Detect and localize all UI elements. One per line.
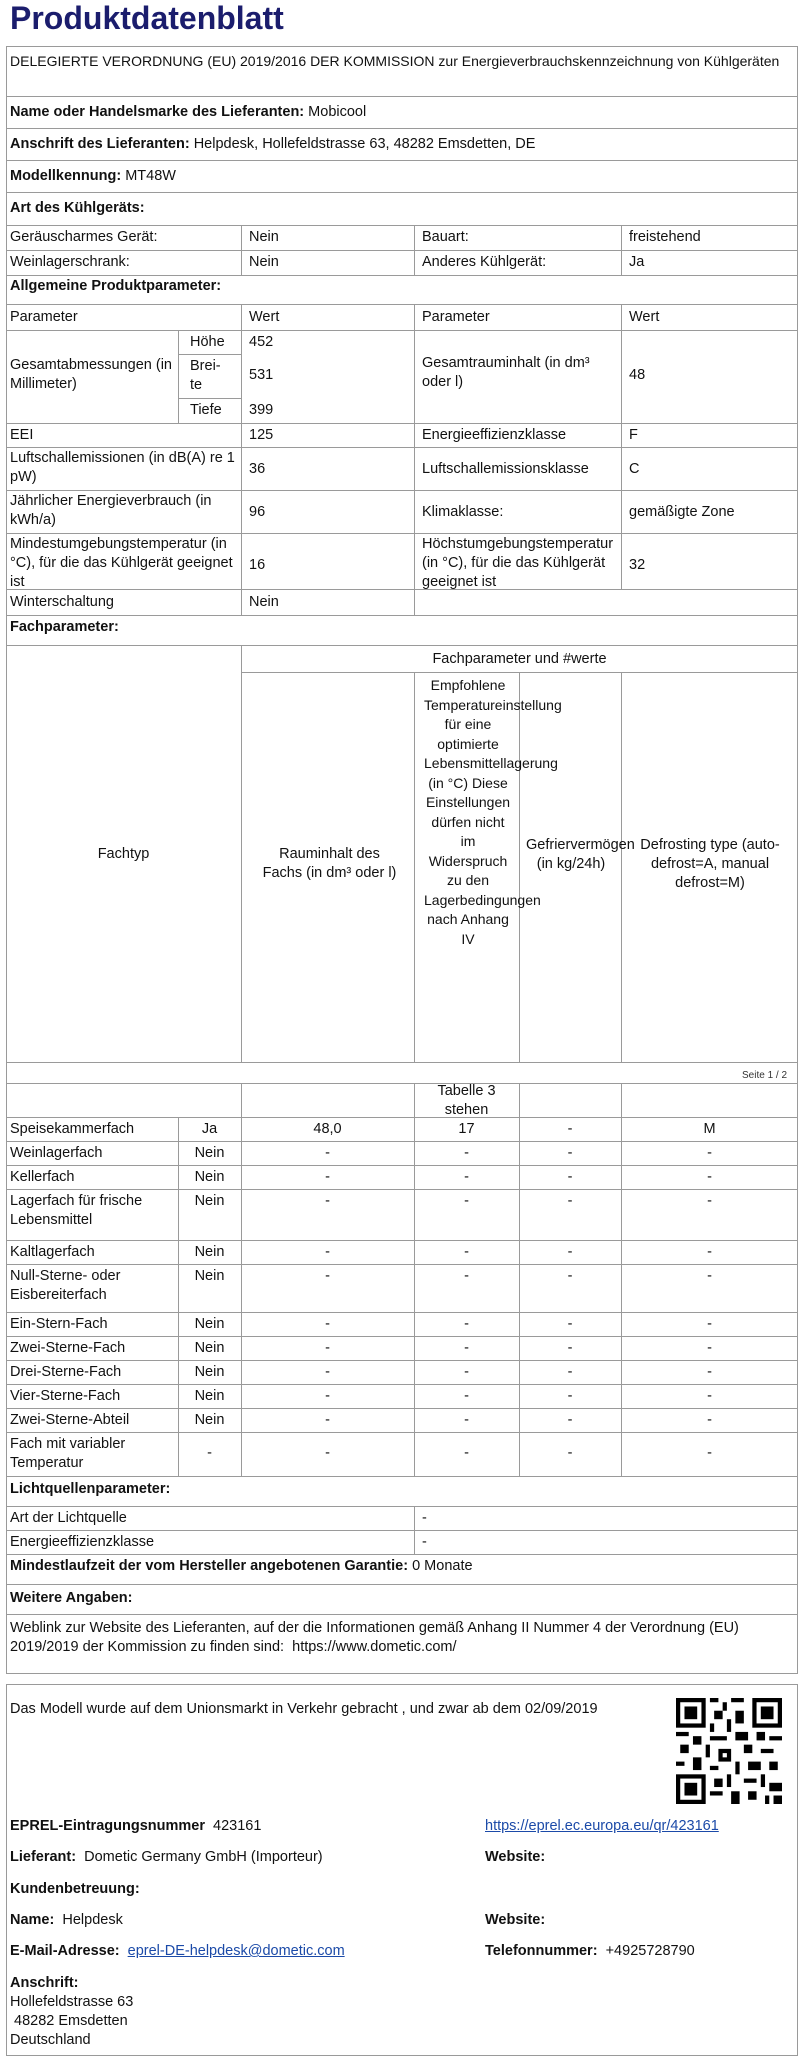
- eprel-link[interactable]: https://eprel.ec.europa.eu/qr/423161: [485, 1818, 719, 1834]
- fach-row-name: Kaltlagerfach: [10, 1244, 95, 1260]
- supplier-label: Name oder Handelsmarke des Lieferanten:: [10, 104, 305, 120]
- page-number: Seite 1 / 2: [742, 1070, 788, 1081]
- warranty-value: 0 Monate: [412, 1558, 473, 1574]
- energy-class-value: F: [629, 427, 638, 443]
- light-type-label: Art der Lichtquelle: [10, 1510, 127, 1526]
- phone-row: [485, 1942, 695, 1961]
- design-label: Bauart:: [422, 229, 469, 245]
- fach-row-volume: -: [325, 1316, 330, 1332]
- fach-row-present: Nein: [194, 1244, 225, 1260]
- fach-row-name: Vier-Sterne-Fach: [10, 1388, 121, 1404]
- fach-row-freeze: -: [567, 1193, 573, 1209]
- fach-row-present: Ja: [201, 1121, 218, 1137]
- model-value: MT48W: [125, 168, 176, 184]
- fach-row-freeze: -: [567, 1244, 573, 1260]
- eei-label: EEI: [10, 427, 34, 443]
- quiet-value: Nein: [249, 229, 279, 245]
- fach-row-defrost: -: [707, 1412, 712, 1428]
- supplier-row: [10, 103, 366, 122]
- gen-head-value2: Wert: [629, 309, 660, 325]
- fach-row-volume: -: [325, 1388, 330, 1404]
- fach-row-freeze: -: [567, 1268, 573, 1284]
- website-label-2: Website:: [485, 1912, 546, 1928]
- fach-row-temp: -: [464, 1169, 469, 1185]
- fach-row-name: Kellerfach: [10, 1169, 75, 1185]
- fach-row-volume: -: [325, 1169, 330, 1185]
- type-section-heading: Art des Kühlgeräts:: [10, 200, 145, 216]
- min-temp-label: Mindestumgebungstemperatur (in °C), für die das Kühlgerät geeignet ist: [10, 536, 233, 590]
- freeze-header: Gefriervermögen (in kg/24h): [526, 837, 635, 872]
- fach-row-name: Weinlagerfach: [10, 1145, 103, 1161]
- fach-row-freeze: -: [567, 1388, 573, 1404]
- eprel-label: EPREL-Eintragungsnummer: [10, 1818, 205, 1834]
- fach-row-present: Nein: [194, 1193, 225, 1209]
- fach-row-name: Ein-Stern-Fach: [10, 1316, 108, 1332]
- light-type-value: -: [422, 1510, 427, 1526]
- other-value: Ja: [629, 254, 645, 270]
- noise-class-label: Luftschallemissionsklasse: [422, 461, 589, 477]
- fach-row-volume: -: [325, 1445, 330, 1461]
- depth-value: 399: [249, 402, 274, 418]
- fach-row-name: Null-Sterne- oder Eisbereiterfach: [10, 1268, 121, 1303]
- volume-header: Rauminhalt des Fachs (in dm³ oder l): [262, 846, 397, 881]
- address-label: Anschrift des Lieferanten:: [10, 136, 190, 152]
- fach-row-volume: -: [325, 1412, 330, 1428]
- name-value: Helpdesk: [62, 1912, 123, 1928]
- light-class-value: -: [422, 1534, 427, 1550]
- address-value: Helpdesk, Hollefeldstrasse 63, 48282 Emsdetten, DE: [193, 136, 536, 152]
- page-title: Produktdatenblatt: [10, 0, 284, 36]
- height-value: 452: [249, 334, 274, 350]
- warranty-row: [10, 1557, 473, 1576]
- general-section-heading: Allgemeine Produktparameter:: [10, 278, 222, 294]
- fach-row-freeze: -: [567, 1316, 573, 1332]
- width-label: Brei-te: [190, 358, 221, 393]
- max-temp-value: 32: [629, 557, 646, 573]
- width-value: 531: [249, 367, 274, 383]
- fach-row-temp: -: [464, 1388, 469, 1404]
- website-label-1: Website:: [485, 1849, 546, 1865]
- eprel-value: 423161: [213, 1818, 262, 1834]
- light-section-heading: Lichtquellenparameter:: [10, 1481, 171, 1497]
- depth-label: Tiefe: [190, 402, 222, 418]
- email-link[interactable]: eprel-DE-helpdesk@dometic.com: [127, 1943, 345, 1959]
- gen-head-param1: Parameter: [10, 309, 78, 325]
- fach-row-name: Zwei-Sterne-Abteil: [10, 1412, 130, 1428]
- fach-row-defrost: -: [707, 1145, 712, 1161]
- anschrift-label: Anschrift:: [10, 1975, 79, 1991]
- winter-label: Winterschaltung: [10, 594, 114, 610]
- fach-row-volume: 48,0: [313, 1121, 342, 1137]
- model-label: Modellkennung:: [10, 168, 122, 184]
- supplier-value: Mobicool: [308, 104, 367, 120]
- lieferant-value: Dometic Germany GmbH (Importeur): [84, 1849, 323, 1865]
- fach-row-present: Nein: [194, 1316, 225, 1332]
- height-label: Höhe: [190, 334, 225, 350]
- fach-row-temp: -: [464, 1364, 469, 1380]
- fach-row-freeze: -: [567, 1121, 573, 1137]
- weblink-row: [10, 1619, 780, 1657]
- fach-row-freeze: -: [567, 1445, 573, 1461]
- energy-value: 96: [249, 504, 266, 520]
- anschrift-line2: 48282 Emsdetten: [14, 2013, 128, 2029]
- qr-code-icon: [676, 1698, 782, 1804]
- fach-row-defrost: -: [707, 1340, 712, 1356]
- fach-row-name: Fach mit variabler Temperatur: [10, 1436, 126, 1471]
- design-value: freistehend: [629, 229, 701, 245]
- lieferant-label: Lieferant:: [10, 1849, 77, 1865]
- fach-row-volume: -: [325, 1193, 330, 1209]
- temp-header-cont: Tabelle 3 stehen: [437, 1083, 496, 1118]
- fach-row-present: Nein: [194, 1388, 225, 1404]
- wine-value: Nein: [249, 254, 279, 270]
- climate-value: gemäßigte Zone: [629, 504, 735, 520]
- quiet-label: Geräuscharmes Gerät:: [10, 229, 158, 245]
- fach-row-present: Nein: [194, 1364, 225, 1380]
- fach-row-defrost: -: [707, 1316, 712, 1332]
- light-class-label: Energieeffizienzklasse: [10, 1534, 155, 1550]
- eei-value: 125: [249, 427, 274, 443]
- fach-row-present: Nein: [194, 1145, 225, 1161]
- fachtyp-header: Fachtyp: [97, 846, 150, 862]
- kunden-label: Kundenbetreuung:: [10, 1881, 140, 1897]
- dims-label: Gesamtabmessungen (in Millimeter): [10, 357, 172, 392]
- climate-label: Klimaklasse:: [422, 504, 504, 520]
- energy-class-label: Energieeffizienzklasse: [422, 427, 567, 443]
- market-text: Das Modell wurde auf dem Unionsmarkt in Verkehr gebracht , und zwar ab dem 02/09/2019: [10, 1701, 598, 1717]
- fach-row-name: Drei-Sterne-Fach: [10, 1364, 122, 1380]
- address-row: [10, 135, 535, 154]
- weblink-text: Weblink zur Website des Lieferanten, auf der die Informationen gemäß Anhang II Nummer 4 der Verordnung (EU) 2019/2019 der Kommission zu finden sind:: [10, 1620, 739, 1655]
- fach-row-volume: -: [325, 1244, 330, 1260]
- fach-row-volume: -: [325, 1145, 330, 1161]
- fach-row-temp: -: [464, 1412, 469, 1428]
- eprel-row: [10, 1817, 261, 1836]
- noise-class-value: C: [629, 461, 640, 477]
- fach-row-defrost: M: [703, 1121, 716, 1137]
- energy-label: Jährlicher Energieverbrauch (in kWh/a): [10, 493, 212, 528]
- name-row: [10, 1911, 123, 1930]
- fach-row-temp: -: [464, 1244, 469, 1260]
- phone-label: Telefonnummer:: [485, 1943, 598, 1959]
- email-row: [10, 1942, 345, 1961]
- fach-group-header: Fachparameter und #werte: [432, 651, 607, 667]
- lieferant-row: [10, 1848, 323, 1867]
- warranty-label: Mindestlaufzeit der vom Hersteller angebotenen Garantie:: [10, 1558, 409, 1574]
- fach-row-freeze: -: [567, 1145, 573, 1161]
- name-label: Name:: [10, 1912, 55, 1928]
- defrost-header: Defrosting type (auto-defrost=A, manual defrost=M): [640, 837, 780, 891]
- fach-row-temp: -: [464, 1268, 469, 1284]
- other-label: Anderes Kühlgerät:: [422, 254, 547, 270]
- min-temp-value: 16: [249, 557, 266, 573]
- fach-row-temp: -: [464, 1193, 469, 1209]
- regulation-subtitle: DELEGIERTE VERORDNUNG (EU) 2019/2016 DER KOMMISSION zur Energieverbrauchskennzeichnung von Kühlgeräten: [10, 53, 780, 69]
- fach-row-present: Nein: [194, 1340, 225, 1356]
- noise-value: 36: [249, 461, 266, 477]
- fach-row-volume: -: [325, 1364, 330, 1380]
- anschrift-line3: Deutschland: [10, 2032, 91, 2048]
- volume-label: Gesamtrauminhalt (in dm³ oder l): [422, 355, 590, 390]
- fach-row-freeze: -: [567, 1340, 573, 1356]
- fach-row-freeze: -: [567, 1412, 573, 1428]
- fach-row-defrost: -: [707, 1193, 712, 1209]
- fach-row-temp: -: [464, 1445, 469, 1461]
- fach-row-present: -: [207, 1445, 212, 1461]
- model-row: [10, 167, 176, 186]
- phone-value: +4925728790: [605, 1943, 695, 1959]
- fach-row-temp: 17: [458, 1121, 475, 1137]
- fach-row-freeze: -: [567, 1169, 573, 1185]
- fach-row-present: Nein: [194, 1412, 225, 1428]
- fach-row-volume: -: [325, 1268, 330, 1284]
- fach-row-temp: -: [464, 1145, 469, 1161]
- fach-row-name: Zwei-Sterne-Fach: [10, 1340, 126, 1356]
- email-label: E-Mail-Adresse:: [10, 1943, 120, 1959]
- temp-header: Empfohlene Temperatureinstellung für eine optimierte Lebensmittellagerung (in °C) Diese Einstellungen dürfen nicht im Widerspruch zu den Lagerbedingungen nach Anhang IV: [424, 677, 562, 947]
- gen-head-value1: Wert: [249, 309, 280, 325]
- fach-row-defrost: -: [707, 1388, 712, 1404]
- fach-row-defrost: -: [707, 1364, 712, 1380]
- noise-label: Luftschallemissionen (in dB(A) re 1 pW): [10, 450, 235, 485]
- fach-row-name: Lagerfach für frische Lebensmittel: [10, 1193, 143, 1228]
- winter-value: Nein: [249, 594, 279, 610]
- further-heading: Weitere Angaben:: [10, 1590, 133, 1606]
- fach-row-defrost: -: [707, 1445, 712, 1461]
- wine-label: Weinlagerschrank:: [10, 254, 130, 270]
- fach-section-heading: Fachparameter:: [10, 619, 119, 635]
- fach-row-defrost: -: [707, 1244, 712, 1260]
- volume-value: 48: [629, 367, 646, 383]
- fach-row-name: Speisekammerfach: [10, 1121, 135, 1137]
- fach-row-temp: -: [464, 1340, 469, 1356]
- fach-row-temp: -: [464, 1316, 469, 1332]
- fach-row-present: Nein: [194, 1169, 225, 1185]
- max-temp-label: Höchstumgebungstemperatur (in °C), für die das Kühlgerät geeignet ist: [422, 536, 614, 590]
- anschrift-line1: Hollefeldstrasse 63: [10, 1994, 134, 2010]
- fach-row-volume: -: [325, 1340, 330, 1356]
- gen-head-param2: Parameter: [422, 309, 490, 325]
- fach-row-defrost: -: [707, 1268, 712, 1284]
- fach-row-defrost: -: [707, 1169, 712, 1185]
- fach-row-present: Nein: [194, 1268, 225, 1284]
- fach-row-freeze: -: [567, 1364, 573, 1380]
- weblink-url[interactable]: https://www.dometic.com/: [292, 1639, 457, 1655]
